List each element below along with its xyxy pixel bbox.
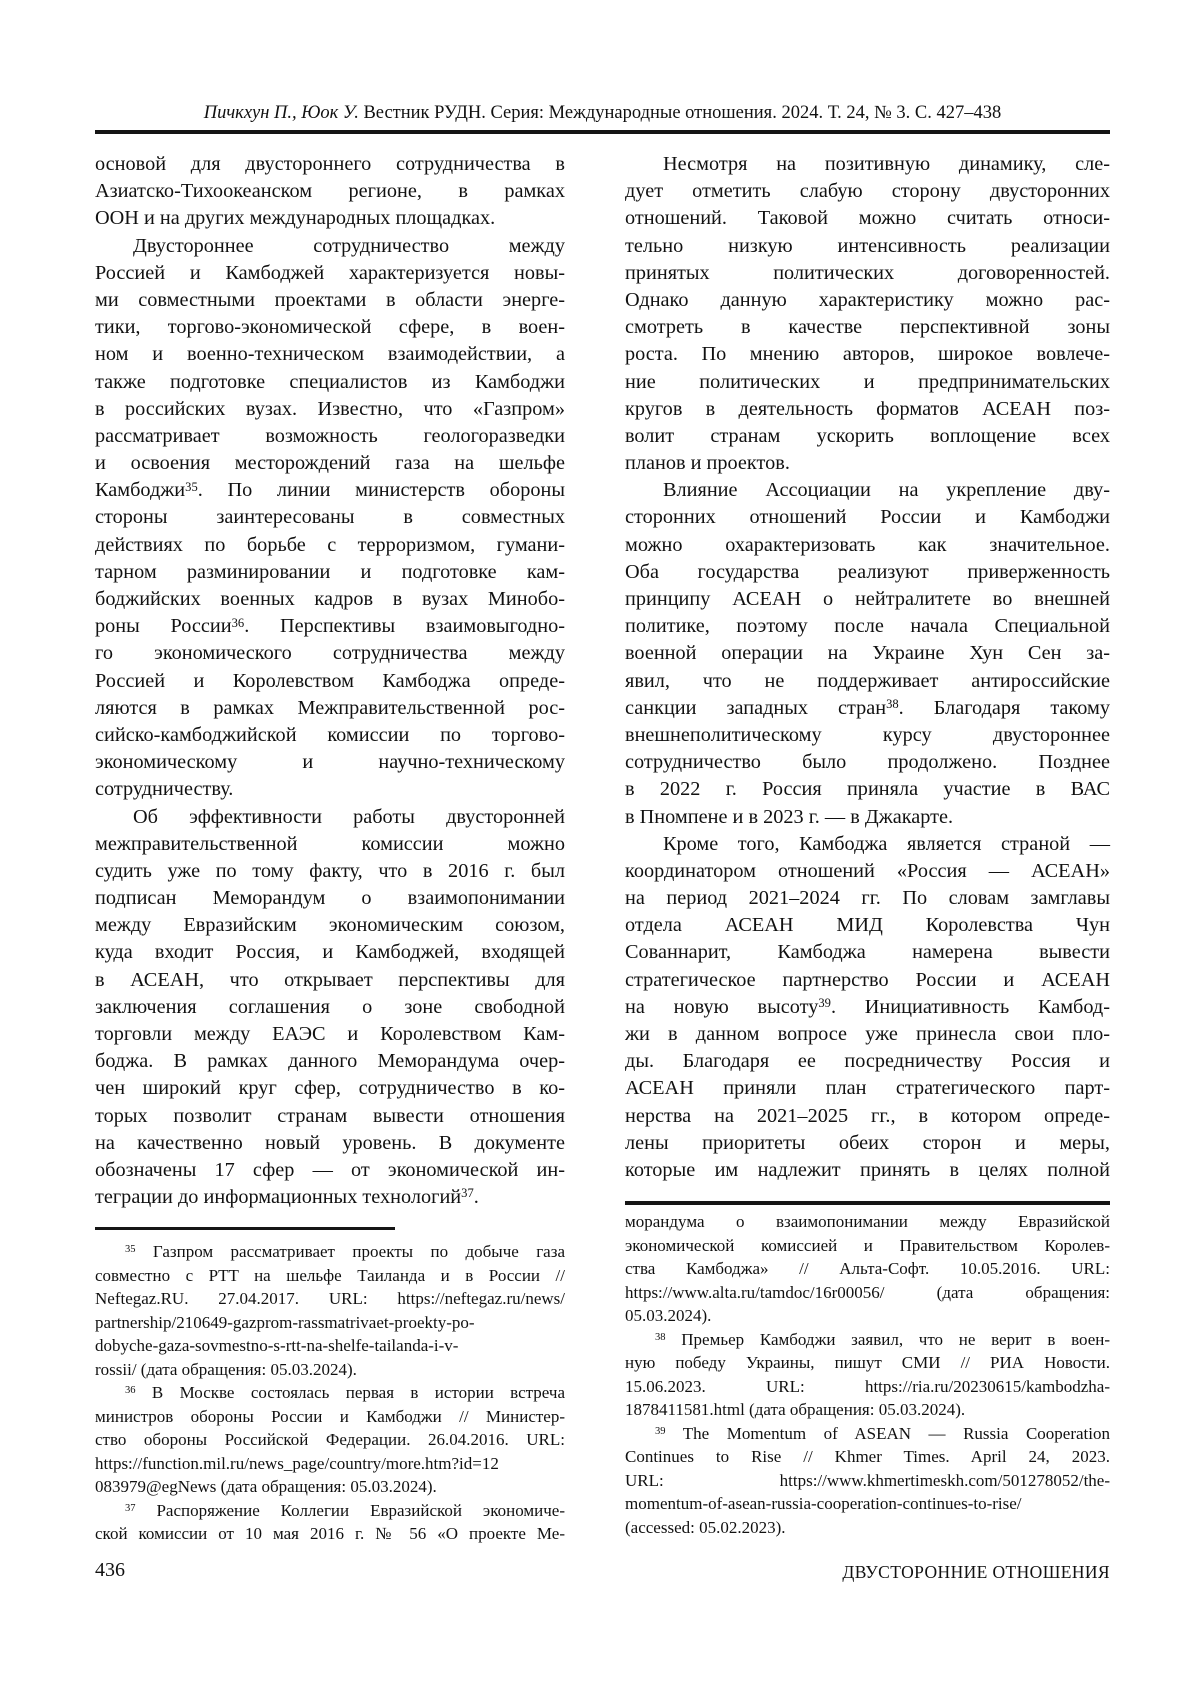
- text-line: и освоения месторождений газа на шельфе: [95, 452, 565, 475]
- footnotes-left: [95, 1240, 565, 1546]
- footnote-line: $^{38}$ Премьер Камбоджи заявил, что не верит в воен-: [655, 1329, 1110, 1349]
- footnote-line: ской комиссии от 10 мая 2016 г. № 56 «О проекте Ме-: [95, 1524, 565, 1543]
- text-line: сотрудничество было продолжено. Позднее: [625, 751, 1110, 774]
- text-line: кругов в деятельность форматов АСЕАН поз-: [625, 397, 1110, 420]
- text-line: принятых политических договоренностей.: [625, 261, 1110, 284]
- footnote-line: $^{36}$ В Москве состоялась первая в истории встреча: [125, 1383, 565, 1402]
- footnote-ref: 38: [886, 697, 899, 712]
- text-line: отношений. Таковой можно считать относи-: [625, 207, 1110, 230]
- footnote-line: $^{37}$ Распоряжение Коллегии Евразийской экономиче-: [125, 1500, 565, 1520]
- text-line: чен широкий круг сфер, сотрудничество в ко-: [95, 1077, 565, 1100]
- footnote-separator-rule-left: [95, 1227, 395, 1230]
- text-line: ном и военно-техническом взаимодействии, а: [95, 343, 565, 366]
- text-line: ляются в рамках Межправительственной рос-: [95, 696, 565, 719]
- text-line: жи в данном вопросе уже принесла свои пло-: [625, 1023, 1110, 1045]
- text-line: стороны заинтересованы в совместных: [95, 506, 565, 529]
- page-number: 436: [95, 1559, 125, 1581]
- text-line: боджа. В рамках данного Меморандума очер-: [95, 1050, 565, 1073]
- body-column-right: [625, 151, 1110, 1184]
- footnote-line: 1878411581.html (дата обращения: 05.03.2024).: [625, 1400, 966, 1419]
- footnote-line: dobyche-gaza-sovmestno-s-rtt-na-shelfe-tailanda-i-v-: [95, 1336, 459, 1355]
- text-line: стратегическое партнерство России и АСЕАН: [625, 968, 1110, 991]
- text-line: Оба государства реализуют приверженность: [625, 560, 1110, 583]
- footnote-ref: 36: [125, 1385, 136, 1397]
- text-line: военной операции на Украине Хун Сен за-: [625, 642, 1110, 665]
- text-line: Влияние Ассоциации на укрепление дву-: [663, 479, 1110, 502]
- header-rule: [95, 130, 1110, 134]
- footnote-ref: 37: [125, 1502, 136, 1514]
- text-line: в 2022 г. Россия приняла участие в ВАС: [625, 778, 1110, 801]
- text-line: рассматривает возможность геологоразведки: [95, 424, 565, 447]
- footnote-separator-rule-right: [625, 1201, 1110, 1205]
- footnote-ref: 35: [185, 479, 198, 494]
- running-head-source: Вестник РУДН. Серия: Международные отношения. 2024. Т. 24, № 3. С. 427–438: [358, 103, 1002, 123]
- text-line: торых позволит странам вывести отношения: [95, 1104, 565, 1127]
- text-line: сотрудничеству.: [95, 778, 234, 801]
- running-head-authors: Пичкхун П., Юок У.: [203, 103, 359, 123]
- text-line: между Евразийским экономическим союзом,: [95, 914, 565, 937]
- text-line: смотреть в качестве перспективной зоны: [625, 316, 1110, 339]
- text-line: го экономического сотрудничества между: [95, 642, 565, 665]
- text-line: сторонних отношений России и Камбоджи: [625, 506, 1110, 529]
- footnotes-right: [625, 1210, 1110, 1539]
- text-line: можно охарактеризовать как значительное.: [625, 533, 1110, 556]
- text-line: тики, торгово-экономической сфере, в воен-: [95, 316, 565, 339]
- footnote-line: Continues to Rise // Khmer Times. April 24, 2023.: [625, 1447, 1110, 1466]
- text-line: Кроме того, Камбоджа является страной —: [663, 832, 1110, 855]
- text-line: Двустороннее сотрудничество между: [133, 234, 565, 257]
- text-line: тарном разминировании и подготовке кам-: [95, 560, 565, 583]
- footnote-line: 083979@egNews (дата обращения: 05.03.2024).: [95, 1477, 437, 1496]
- footnote-ref: 39: [655, 1425, 666, 1437]
- text-line: волит странам ускорить воплощение всех: [625, 424, 1110, 447]
- text-line: Об эффективности работы двусторонней: [133, 805, 565, 828]
- footnote-ref: 39: [818, 996, 831, 1011]
- text-line: политике, поэтому после начала Специальной: [625, 615, 1110, 638]
- text-line: Однако данную характеристику можно рас-: [625, 288, 1110, 311]
- footnote-line: ства Камбоджа» // Альта-Софт. 10.05.2016. URL:: [625, 1259, 1110, 1278]
- text-line: в российских вузах. Известно, что «Газпром»: [95, 397, 565, 420]
- text-line: санкции западных стран$^{38}$. Благодаря такому: [625, 696, 1110, 719]
- footnote-line: https://function.mil.ru/news_page/country/more.htm?id=12: [95, 1453, 499, 1473]
- text-line: координатором отношений «Россия — АСЕАН»: [625, 859, 1110, 882]
- text-line: дует отметить слабую сторону двусторонних: [625, 180, 1110, 203]
- text-line: роны России$^{36}$. Перспективы взаимовыгодно-: [95, 615, 565, 638]
- footnote-line: (accessed: 05.02.2023).: [625, 1517, 786, 1537]
- text-line: межправительственной комиссии можно: [95, 832, 565, 855]
- footnote-ref: 38: [655, 1331, 666, 1343]
- footnote-line: 15.06.2023. URL: https://ria.ru/20230615/kambodzha-: [625, 1376, 1110, 1396]
- text-line: куда входит Россия, и Камбоджей, входящей: [95, 941, 565, 964]
- footnote-line: $^{35}$ Газпром рассматривает проекты по добыче газа: [125, 1242, 565, 1261]
- text-line: экономическому и научно-техническому: [95, 751, 565, 774]
- text-line: на качественно новый уровень. В документе: [95, 1131, 565, 1154]
- text-line: в АСЕАН, что открывает перспективы для: [95, 968, 565, 991]
- text-line: отдела АСЕАН МИД Королевства Чун: [625, 914, 1110, 937]
- text-line: в Пномпене и в 2023 г. — в Джакарте.: [625, 805, 954, 828]
- text-line: заключения соглашения о зоне свободной: [95, 995, 565, 1018]
- footnote-line: совместно с PTT на шельфе Таиланда и в России //: [95, 1265, 565, 1285]
- text-line: ние политических и предпринимательских: [625, 370, 1110, 393]
- text-line: ми совместными проектами в области энерге-: [95, 288, 565, 311]
- text-line: которые им надлежит принять в целях полной: [625, 1158, 1110, 1181]
- footnote-line: https://www.alta.ru/tamdoc/16r00056/ (дата обращения:: [625, 1282, 1110, 1302]
- footnote-line: $^{39}$ The Momentum of ASEAN — Russia Cooperation: [655, 1423, 1110, 1443]
- text-line: Камбоджи$^{35}$. По линии министерств обороны: [95, 479, 565, 502]
- text-line: также подготовке специалистов из Камбоджи: [95, 370, 565, 393]
- text-line: явил, что не поддерживает антироссийские: [625, 669, 1110, 692]
- footnote-line: Neftegaz.RU. 27.04.2017. URL: https://neftegaz.ru/news/: [95, 1289, 565, 1308]
- text-line: нерства на 2021–2025 гг., в котором опреде-: [625, 1104, 1110, 1127]
- text-line: внешнеполитическому курсу двустороннее: [625, 723, 1110, 746]
- footnote-line: министров обороны России и Камбоджи // Министер-: [95, 1406, 565, 1426]
- text-line: планов и проектов.: [625, 452, 790, 475]
- text-line: АСЕАН приняли план стратегического парт-: [625, 1077, 1110, 1100]
- text-line: ды. Благодаря ее посредничеству Россия и: [625, 1050, 1110, 1073]
- footnote-line: momentum-of-asean-russia-cooperation-continues-to-rise/: [625, 1494, 1022, 1513]
- text-line: Россией и Камбоджей характеризуется новы-: [95, 261, 565, 284]
- footnote-line: морандума о взаимопонимании между Евразийской: [625, 1212, 1110, 1231]
- text-line: сийско-камбоджийской комиссии по торгово-: [95, 723, 565, 746]
- text-line: Несмотря на позитивную динамику, сле-: [663, 153, 1110, 175]
- body-column-left: [95, 151, 565, 1211]
- text-line: Россией и Королевством Камбоджа опреде-: [95, 669, 565, 692]
- footer-section-title: ДВУСТОРОННИЕ ОТНОШЕНИЯ: [842, 1562, 1110, 1582]
- text-line: принципу АСЕАН о нейтралитете во внешней: [625, 588, 1110, 610]
- footnote-ref: 37: [461, 1186, 474, 1201]
- text-line: на новую высоту$^{39}$. Инициативность Камбод-: [625, 995, 1111, 1018]
- footnote-line: 05.03.2024).: [625, 1306, 712, 1325]
- text-line: торговли между ЕАЭС и Королевством Кам-: [95, 1023, 565, 1045]
- text-line: боджийских военных кадров в вузах Минобо-: [95, 588, 565, 610]
- running-head: [95, 101, 1110, 125]
- footnote-line: partnership/210649-gazprom-rassmatrivaet-proekty-po-: [95, 1312, 475, 1332]
- text-line: подписан Меморандум о взаимопонимании: [95, 887, 565, 910]
- text-line: на период 2021–2024 гг. По словам замглавы: [625, 887, 1110, 910]
- footnote-line: ство обороны Российской Федерации. 26.04.2016. URL:: [95, 1430, 565, 1449]
- text-line: основой для двустороннего сотрудничества в: [95, 153, 565, 175]
- text-line: роста. По мнению авторов, широкое вовлече-: [625, 343, 1110, 366]
- footnote-ref: 36: [231, 615, 245, 630]
- footnote-line: rossii/ (дата обращения: 05.03.2024).: [95, 1359, 357, 1379]
- text-line: Азиатско-Тихоокеанском регионе, в рамках: [95, 180, 565, 203]
- footnote-line: экономической комиссией и Правительством Королев-: [625, 1235, 1110, 1255]
- text-line: ООН и на других международных площадках.: [95, 207, 496, 230]
- footnote-line: ную победу Украины, пишут СМИ // РИА Новости.: [625, 1353, 1110, 1372]
- footnote-ref: 35: [125, 1244, 136, 1256]
- text-line: обозначены 17 сфер — от экономической ин-: [95, 1158, 565, 1181]
- text-line: лены приоритеты обеих сторон и меры,: [625, 1131, 1110, 1154]
- text-line: действиях по борьбе с терроризмом, гумани-: [95, 533, 565, 556]
- text-line: теграции до информационных технологий$^{37}$.: [95, 1186, 479, 1209]
- footnote-line: URL: https://www.khmertimeskh.com/501278052/the-: [625, 1470, 1110, 1490]
- text-line: судить уже по тому факту, что в 2016 г. был: [95, 859, 565, 882]
- text-line: тельно низкую интенсивность реализации: [625, 234, 1110, 257]
- text-line: Сованнарит, Камбоджа намерена вывести: [625, 941, 1110, 964]
